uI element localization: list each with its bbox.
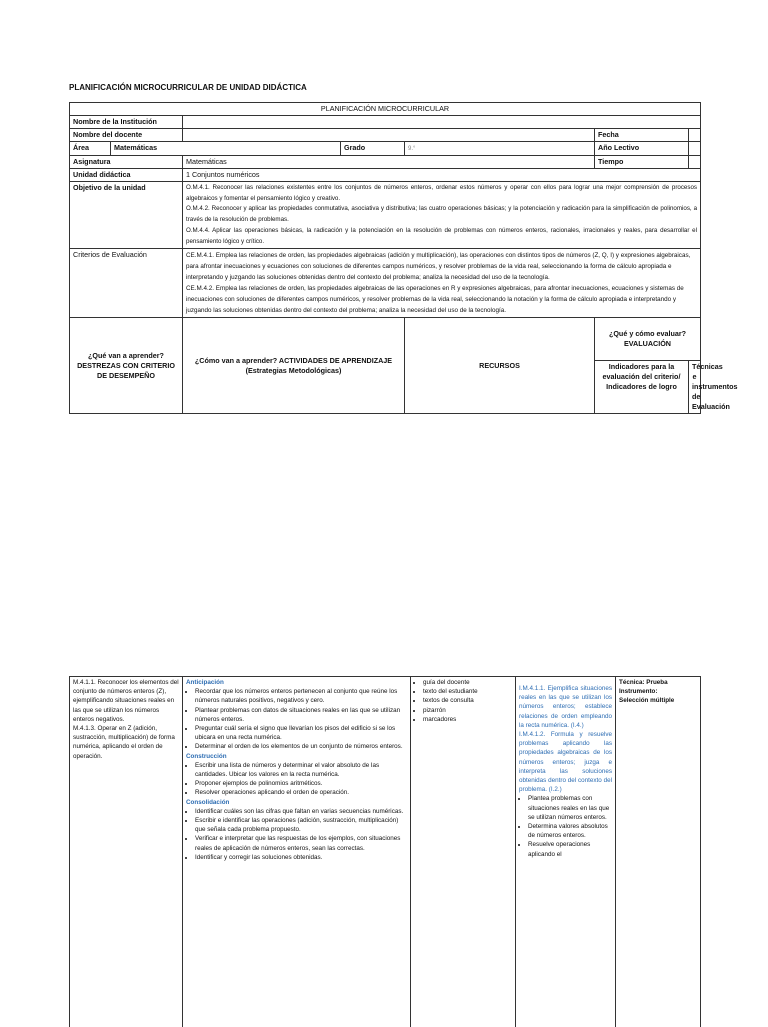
planning-body-table <box>69 676 701 1027</box>
unidad-value: 1 Conjuntos numéricos <box>183 169 701 182</box>
table-title: PLANIFICACIÓN MICROCURRICULAR <box>70 103 701 116</box>
document-title: PLANIFICACIÓN MICROCURRICULAR DE UNIDAD DIDÁCTICA <box>69 83 307 92</box>
criterios-label: Criterios de Evaluación <box>70 249 183 318</box>
objetivo-value <box>183 182 701 249</box>
col-header-indicadores: Indicadores para la evaluación del criterio/ Indicadores de logro <box>595 361 689 414</box>
grado-label: Grado <box>341 142 405 156</box>
criterios-value <box>183 249 701 318</box>
tecnicas-cell <box>616 677 701 1027</box>
list-item: • Verificar e interpretar que las respuestas de los ejemplos, con situaciones reales de aplicación de números enteros, sean las correctas. <box>195 834 407 852</box>
list-item: • Escribir una lista de números y determinar el valor absoluto de las cantidades. Ubicar los valores en la recta numérica. <box>195 761 407 779</box>
list-item: • Preguntar cuál sería el signo que llevarían los pisos del edificio si se los ubicara en una recta numérica. <box>195 724 407 742</box>
indicadores-list <box>519 794 612 858</box>
tiempo-label: Tiempo <box>595 156 689 169</box>
docente-value <box>183 129 595 142</box>
list-item: • textos de consulta <box>423 696 512 705</box>
anio-value <box>689 142 701 156</box>
anio-label: Año Lectivo <box>595 142 689 156</box>
anticipacion-list <box>186 687 407 751</box>
institucion-value <box>183 116 701 129</box>
criterio-2: CE.M.4.2. Emplea las relaciones de orden, las propiedades algebraicas de las operaciones en R y expresiones algebraicas, para afrontar inecuaciones, ecuaciones y sistemas de inecuaciones con soluciones de diferentes campos numéricos, y resolver problemas de la vida real, seleccionando la notación y la forma de cálculo apropiada e interpretando y juzgando las soluciones obtenidas dentro del contexto del problema; analiza la necesidad del uso de la tecnología. <box>186 283 697 316</box>
col-header-actividades: ¿Cómo van a aprender? ACTIVIDADES DE APRENDIZAJE (Estrategias Metodológicas) <box>183 318 405 414</box>
consolidacion-title: Consolidación <box>186 798 407 807</box>
docente-label: Nombre del docente <box>70 129 183 142</box>
fecha-value <box>689 129 701 142</box>
construccion-title: Construcción <box>186 752 407 761</box>
list-item: • texto del estudiante <box>423 687 512 696</box>
destrezas-cell <box>70 677 183 1027</box>
indicador-1: I.M.4.1.1. Ejemplifica situaciones reales en las que se utilizan los números enteros; establece relaciones de orden empleando la recta numérica. (I.4.) <box>519 684 612 730</box>
instrumento-label: Instrumento: <box>619 687 697 696</box>
list-item: • Identificar cuáles son las cifras que faltan en varias secuencias numéricas. <box>195 807 407 816</box>
indicador-2: I.M.4.1.2. Formula y resuelve problemas aplicando las propiedades algebraicas de los números enteros; juzga e interpreta las soluciones obtenidas dentro del contexto del problema. (I.2.) <box>519 730 612 794</box>
col-header-recursos: RECURSOS <box>405 318 595 414</box>
list-item: • Identificar y corregir las soluciones obtenidas. <box>195 853 407 862</box>
area-value: Matemáticas <box>111 142 341 156</box>
list-item: • Plantea problemas con situaciones reales en las que se utilizan números enteros. <box>528 794 612 822</box>
tecnica-text: Técnica: Prueba <box>619 678 697 687</box>
list-item: • Resolver operaciones aplicando el orden de operación. <box>195 788 407 797</box>
asignatura-label: Asignatura <box>70 156 183 169</box>
objetivo-label: Objetivo de la unidad <box>70 182 183 249</box>
col-header-destrezas: ¿Qué van a aprender? DESTREZAS CON CRITERIO DE DESEMPEÑO <box>70 318 183 414</box>
objetivo-1: O.M.4.1. Reconocer las relaciones existentes entre los conjuntos de números enteros, ordenar estos números y operar con ellos para lograr una mejor comprensión de procesos algebraicos y fomentar el pensamiento lógico y creativo. <box>186 183 697 204</box>
instrumento-value: Selección múltiple <box>619 696 697 705</box>
construccion-list <box>186 761 407 798</box>
grado-value: 9.° <box>405 142 595 156</box>
recursos-cell <box>411 677 516 1027</box>
consolidacion-list <box>186 807 407 862</box>
list-item: • Escribir e identificar las operaciones (adición, sustracción, multiplicación) que señala cada problema propuesto. <box>195 816 407 834</box>
anticipacion-title: Anticipación <box>186 678 407 687</box>
destreza-1: M.4.1.1. Reconocer los elementos del conjunto de números enteros (Z), ejemplificando situaciones reales en las que se utilizan los números enteros negativos. <box>73 678 179 724</box>
list-item: • Plantear problemas con datos de situaciones reales en las que se utilizan números enteros. <box>195 706 407 724</box>
planning-header-table <box>69 102 701 414</box>
recursos-list <box>414 678 512 724</box>
criterio-1: CE.M.4.1. Emplea las relaciones de orden, las propiedades algebraicas (adición y multiplicación), las operaciones con distintos tipos de números (Z, Q, I) y expresiones algebraicas, para afrontar inecuaciones y ecuaciones con soluciones de diferentes campos numéricos, y resolver problemas de la vida real, seleccionando la forma de cálculo apropiada e interpretando y juzgando las soluciones obtenidas dentro del contexto del problema; analiza la necesidad del uso de la tecnología. <box>186 250 697 283</box>
institucion-label: Nombre de la Institución <box>70 116 183 129</box>
list-item: • marcadores <box>423 715 512 724</box>
actividades-cell <box>183 677 411 1027</box>
col-header-tecnicas: Técnicas e instrumentos de Evaluación <box>689 361 701 414</box>
asignatura-value: Matemáticas <box>183 156 595 169</box>
fecha-label: Fecha <box>595 129 689 142</box>
list-item: • Recordar que los números enteros pertenecen al conjunto que reúne los números naturales positivos, negativos y cero. <box>195 687 407 705</box>
col-header-evaluacion: ¿Qué y cómo evaluar? EVALUACIÓN <box>595 318 701 361</box>
unidad-label: Unidad didáctica <box>70 169 183 182</box>
list-item: • Proponer ejemplos de polinomios aritméticos. <box>195 779 407 788</box>
objetivo-3: O.M.4.4. Aplicar las operaciones básicas, la radicación y la potenciación en la resolución de problemas con números enteros, racionales, irracionales y reales, para desarrollar el pensamiento lógico y crítico. <box>186 226 697 247</box>
list-item: • Resuelve operaciones aplicando el <box>528 840 612 858</box>
list-item: • guía del docente <box>423 678 512 687</box>
list-item: • pizarrón <box>423 706 512 715</box>
indicadores-cell <box>516 677 616 1027</box>
area-label: Área <box>70 142 111 156</box>
list-item: • Determinar el orden de los elementos de un conjunto de números enteros. <box>195 742 407 751</box>
list-item: • Determina valores absolutos de números enteros. <box>528 822 612 840</box>
tiempo-value <box>689 156 701 169</box>
destreza-2: M.4.1.3. Operar en Z (adición, sustracción, multiplicación) de forma numérica, aplicando el orden de operación. <box>73 724 179 761</box>
objetivo-2: O.M.4.2. Reconocer y aplicar las propiedades conmutativa, asociativa y distributiva; las cuatro operaciones básicas; y la potenciación y radicación para la simplificación de polinomios, a través de la resolución de problemas. <box>186 204 697 225</box>
